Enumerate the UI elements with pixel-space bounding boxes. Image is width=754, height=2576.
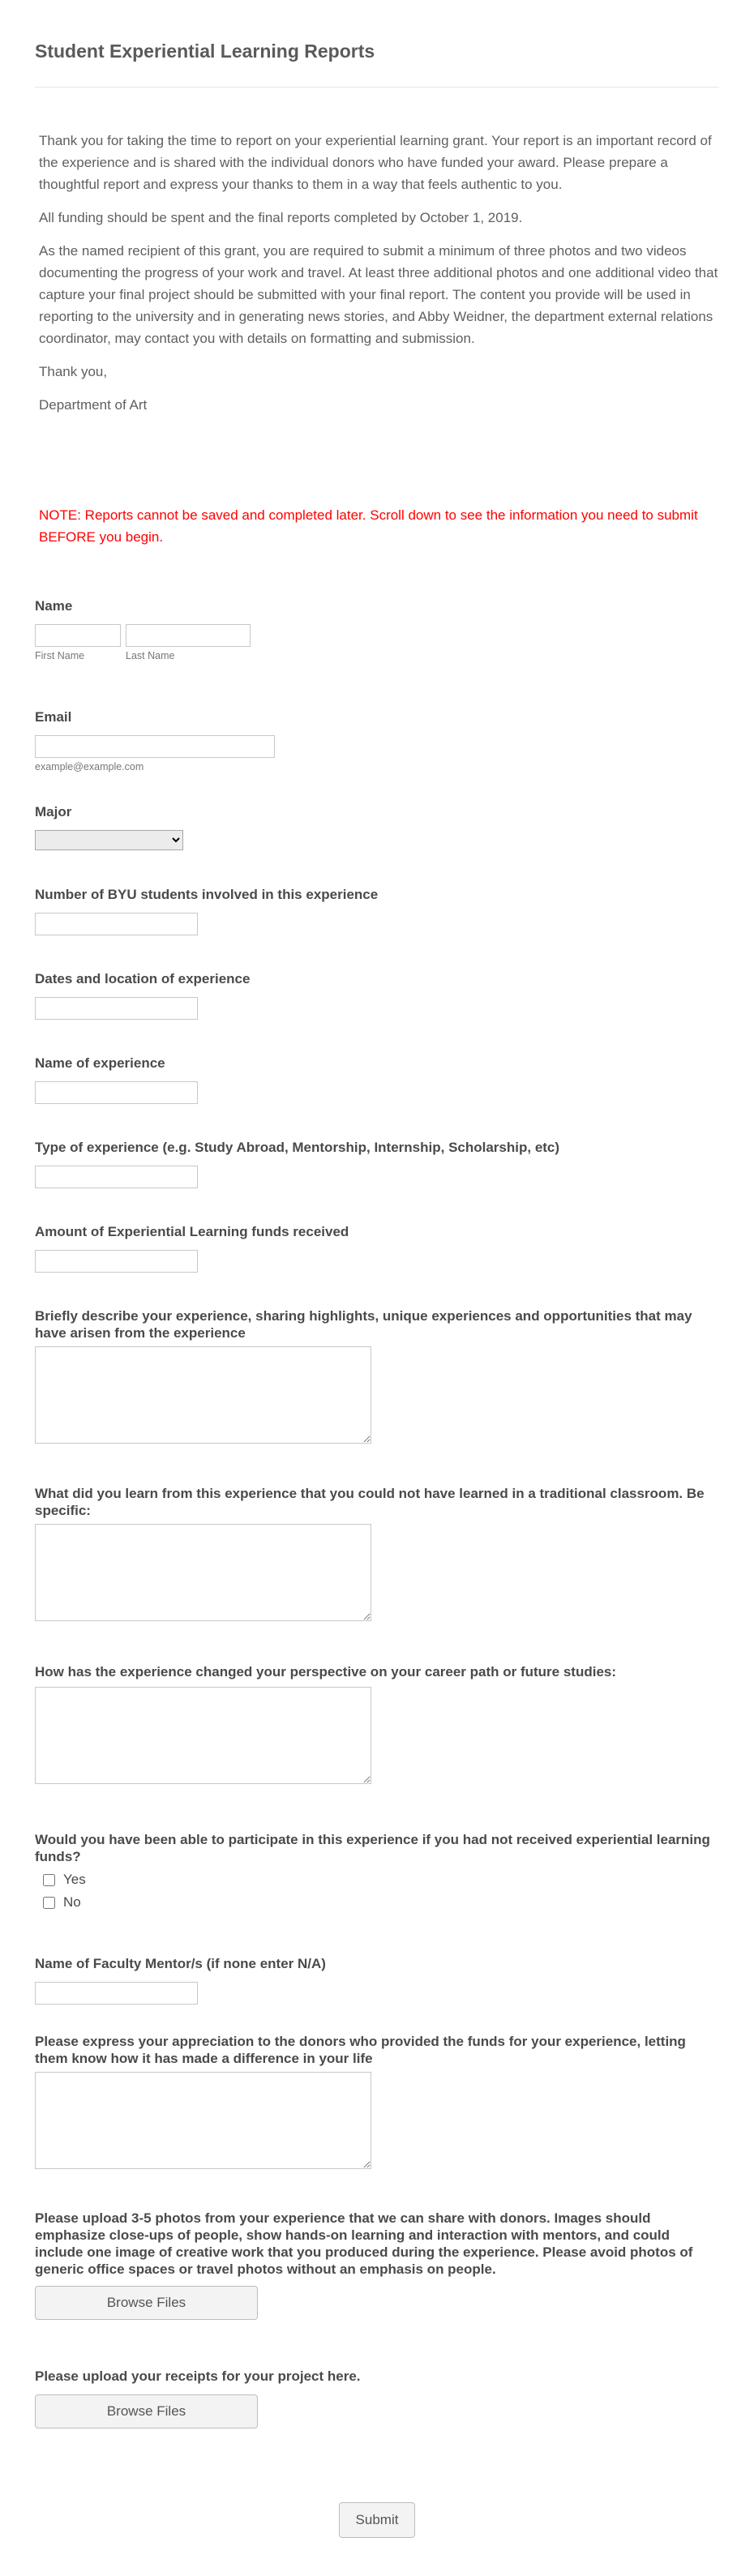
participate-field [35,1831,719,1911]
learned-label: What did you learn from this experience that you could not have learned in a traditional classroom. Be specific: [35,1486,705,1518]
photos-upload-field [35,2210,719,2320]
participate-label: Would you have been able to participate in this experience if you had not received experiential learning funds? [35,1832,710,1864]
experience-type-label: Type of experience (e.g. Study Abroad, Mentorship, Internship, Scholarship, etc) [35,1140,560,1155]
perspective-field [35,1663,719,1784]
learned-field [35,1485,719,1621]
last-name-sublabel: Last Name [126,650,175,661]
intro-signature: Department of Art [39,397,148,413]
intro-paragraph-1: Thank you for taking the time to report on your experiential learning grant. Your report is an important record of the experience and is shared with the individual donors who have funded your award. Please prepare a thoughtful report and express your thanks to them in a way that feels authentic to you. [39,133,712,192]
first-name-sublabel: First Name [35,650,85,661]
major-field [35,803,719,850]
perspective-label: How has the experience changed your perspective on your career path or future studies: [35,1664,617,1680]
describe-field [35,1307,719,1444]
intro-paragraph-3: As the named recipient of this grant, you are required to submit a minimum of three photos and two videos documenting the progress of your work and travel. At least three additional photos and one additional video that capture your final project should be submitted with your final report. The content you provide will be used in reporting to the university and in generating news stories, and Abby Weidner, the department external relations coordinator, may contact you with details on formatting and submission. [39,243,718,346]
save-warning-note: NOTE: Reports cannot be saved and completed later. Scroll down to see the information you need to submit BEFORE you begin. [39,507,698,545]
intro-thanks: Thank you, [39,364,108,379]
photos-upload-label: Please upload 3-5 photos from your experience that we can share with donors. Images should emphasize close-ups of people, show hands-on learning and interaction with mentors, and could include one image of creative work that you produced during the experience. Please avoid photos of generic office spaces or travel photos without an emphasis on people. [35,2210,693,2277]
mentor-input[interactable] [35,1982,198,2005]
num-students-input[interactable] [35,913,198,935]
participate-option-no[interactable] [43,1894,719,1911]
name-label: Name [35,598,73,614]
funds-amount-field [35,1223,719,1273]
receipts-browse-button[interactable]: Browse Files [35,2394,258,2428]
appreciation-field [35,2033,719,2169]
participate-yes-label: Yes [63,1872,86,1887]
mentor-label: Name of Faculty Mentor/s (if none enter N/A) [35,1956,326,1971]
major-label: Major [35,804,72,819]
submit-button[interactable]: Submit [339,2502,415,2538]
receipts-upload-label: Please upload your receipts for your project here. [35,2368,361,2384]
dates-location-input[interactable] [35,997,198,1020]
first-name-group [35,624,121,661]
describe-label: Briefly describe your experience, sharing highlights, unique experiences and opportunities that may have arisen from the experience [35,1308,692,1341]
email-sublabel: example@example.com [35,761,144,772]
experience-name-label: Name of experience [35,1055,165,1071]
appreciation-textarea[interactable] [35,2072,371,2169]
num-students-field [35,886,719,935]
email-field [35,708,719,772]
participate-no-label: No [63,1894,81,1910]
experience-type-field [35,1139,719,1188]
participate-option-yes[interactable] [43,1872,719,1888]
email-input[interactable] [35,735,275,758]
name-field [35,597,719,661]
describe-textarea[interactable] [35,1346,371,1444]
photos-browse-button[interactable]: Browse Files [35,2286,258,2320]
first-name-input[interactable] [35,624,121,647]
receipts-upload-field [35,2368,719,2428]
name-inputs [35,624,719,661]
email-label: Email [35,709,72,725]
num-students-label: Number of BYU students involved in this experience [35,887,379,902]
participate-yes-checkbox[interactable] [43,1874,55,1886]
learned-textarea[interactable] [35,1524,371,1621]
dates-location-field [35,970,719,1020]
funds-amount-label: Amount of Experiential Learning funds received [35,1224,349,1239]
appreciation-label: Please express your appreciation to the donors who provided the funds for your experience, letting them know how it has made a difference in your life [35,2034,686,2066]
experience-name-field [35,1055,719,1104]
intro-text [39,130,720,427]
perspective-textarea[interactable] [35,1687,371,1784]
mentor-field [35,1955,719,2005]
intro-paragraph-2: All funding should be spent and the final reports completed by October 1, 2019. [39,210,523,225]
experience-name-input[interactable] [35,1081,198,1104]
experience-type-input[interactable] [35,1166,198,1188]
last-name-input[interactable] [126,624,251,647]
header-divider [35,87,719,88]
page-title: Student Experiential Learning Reports [35,41,375,62]
participate-no-checkbox[interactable] [43,1897,55,1909]
funds-amount-input[interactable] [35,1250,198,1273]
last-name-group [126,624,251,661]
major-select[interactable] [35,830,183,850]
dates-location-label: Dates and location of experience [35,971,251,986]
